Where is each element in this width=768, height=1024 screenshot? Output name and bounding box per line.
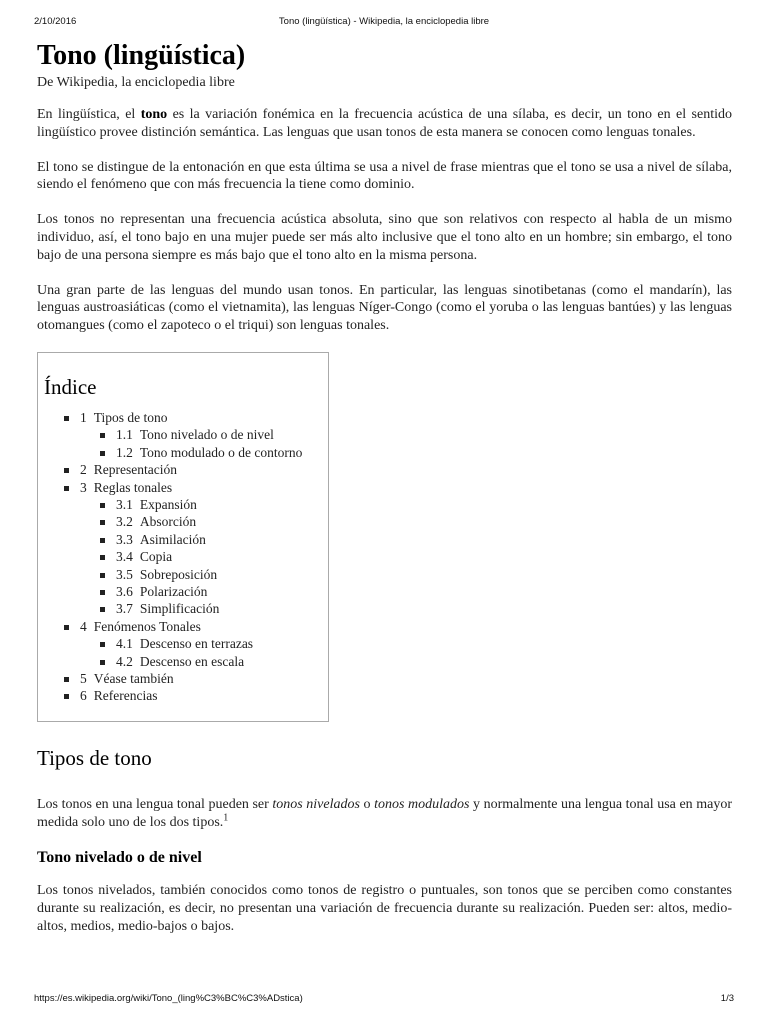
toc-link[interactable]: Reglas tonales [93, 479, 173, 495]
print-url: https://es.wikipedia.org/wiki/Tono_(ling%C3%BC%C3%ADstica) [34, 993, 303, 1004]
bullet-icon [64, 468, 69, 473]
print-page-title: Tono (lingüística) - Wikipedia, la enciclopedia libre [278, 16, 490, 27]
toc-subitem[interactable] [80, 496, 328, 513]
section-paragraph: Los tonos en una lengua tonal pueden ser tonos nivelados o tonos modulados y normalmente una lengua tonal usa en mayor medida solo uno de los dos tipos.$^1$ [37, 796, 733, 830]
toc-item[interactable] [44, 670, 328, 687]
toc-list [44, 409, 328, 705]
toc-subitem[interactable] [80, 583, 328, 600]
toc-number: 3.1 [116, 497, 133, 512]
toc-sublist [80, 426, 328, 461]
toc-item[interactable] [44, 461, 328, 478]
subsection-heading-tono-nivelado: Tono nivelado o de nivel [37, 849, 202, 867]
intro-paragraph-3: Los tonos no representan una frecuencia acústica absoluta, sino que son relativos con respecto al habla de un mismo individuo, así, el tono bajo en una mujer puede ser más alto inclusive que el tono alto en un hombre; sin embargo, el tono bajo de una persona siempre es más bajo que el tono alto en la misma persona. [37, 212, 732, 263]
toc-number: 1 [80, 409, 87, 425]
toc-link[interactable]: Expansión [139, 497, 197, 512]
toc-number: 3.6 [116, 584, 133, 600]
toc-number: 6 [80, 688, 87, 704]
toc-number: 3.5 [116, 566, 133, 582]
toc-number: 1.2 [116, 444, 133, 460]
intro-paragraph-1: En lingüística, el tono es la variación fonémica en la frecuencia acústica de una sílaba, es decir, un tono en el sentido lingüístico provee distinción semántica. Las lenguas que usan tonos de esta manera se conocen como lenguas tonales. [37, 107, 732, 140]
toc-item[interactable] [44, 479, 328, 618]
toc-link[interactable]: Descenso en terrazas [139, 636, 254, 652]
toc-number: 3.3 [116, 531, 133, 547]
subsection-paragraph: Los tonos nivelados, también conocidos como tonos de registro o puntuales, son tonos que se perciben como constantes durante su realización, es decir, no presentan una variación de frecuencia durante su realización. Pueden ser: altos, medio-altos, medios, medio-bajos o bajos. [37, 883, 732, 935]
toc-number: 4.2 [116, 653, 133, 669]
toc-sublist [80, 496, 328, 618]
page-number: 1/3 [720, 993, 734, 1004]
toc-link[interactable]: Referencias [93, 688, 158, 704]
toc-sublist [80, 635, 328, 670]
toc-title: Índice [44, 374, 97, 399]
toc-subitem[interactable] [80, 513, 328, 530]
bullet-icon [100, 520, 105, 525]
toc-subitem[interactable] [80, 548, 328, 565]
reference-link[interactable]: 1 [223, 812, 229, 824]
table-of-contents [37, 352, 329, 722]
toc-link[interactable]: Polarización [139, 584, 208, 600]
toc-subitem[interactable] [80, 600, 328, 617]
bullet-icon [100, 451, 105, 456]
article-tagline: De Wikipedia, la enciclopedia libre [37, 75, 235, 90]
toc-item[interactable] [44, 618, 328, 670]
toc-link[interactable]: Simplificación [139, 601, 220, 617]
toc-number: 1.1 [116, 427, 133, 443]
print-footer [34, 993, 734, 1007]
toc-link[interactable]: Descenso en escala [139, 653, 245, 669]
toc-number: 3 [80, 479, 87, 495]
bullet-icon [100, 433, 105, 438]
bullet-icon [64, 625, 69, 630]
toc-link[interactable]: Véase también [93, 671, 174, 687]
toc-link[interactable]: Absorción [139, 514, 197, 530]
bold-term: tono [140, 107, 168, 122]
toc-number: 3.4 [116, 549, 133, 565]
bullet-icon [100, 660, 105, 665]
intro-paragraph-2: El tono se distingue de la entonación en que esta última se usa a nivel de frase mientras que el tono se usa a nivel de sílaba, siendo el fenómeno que con más frecuencia la tiene como dominio. [37, 159, 732, 193]
bullet-icon [100, 503, 105, 508]
bullet-icon [100, 607, 105, 612]
intro-paragraph-4: Una gran parte de las lenguas del mundo usan tonos. En particular, las lenguas sinotibetanas (como el mandarín), las lenguas austroasiáticas (como el vietnamita), las lenguas Níger-Congo (como el yoruba o las lenguas bantúes) y las lenguas otomangues (como el zapoteco o el triqui) son lenguas tonales. [37, 282, 732, 334]
italic-term: tonos nivelados [272, 796, 360, 812]
toc-item[interactable] [44, 687, 328, 704]
toc-link[interactable]: Representación [93, 462, 177, 478]
toc-link[interactable]: Tono nivelado o de nivel [139, 427, 274, 443]
bullet-icon [64, 486, 69, 491]
bullet-icon [64, 677, 69, 682]
bullet-icon [64, 416, 69, 421]
toc-number: 3.2 [116, 514, 133, 530]
toc-link[interactable]: Asimilación [139, 531, 206, 547]
toc-subitem[interactable] [80, 426, 328, 443]
toc-subitem[interactable] [80, 444, 328, 461]
toc-number: 4 [80, 618, 87, 634]
toc-link[interactable]: Copia [139, 549, 173, 565]
section-heading-tipos-de-tono: Tipos de tono [37, 745, 152, 770]
toc-number: 2 [80, 462, 87, 478]
toc-item[interactable] [44, 409, 328, 461]
bullet-icon [100, 573, 105, 578]
toc-link[interactable]: Tono modulado o de contorno [139, 444, 303, 460]
toc-number: 5 [80, 671, 87, 687]
toc-link[interactable]: Sobreposición [139, 566, 218, 582]
bullet-icon [100, 642, 105, 647]
bullet-icon [100, 538, 105, 543]
toc-link[interactable]: Fenómenos Tonales [93, 618, 201, 634]
print-date: 2/10/2016 [34, 16, 77, 27]
toc-subitem[interactable] [80, 566, 328, 583]
article-title: Tono (lingüística) [37, 40, 246, 71]
bullet-icon [100, 590, 105, 595]
toc-subitem[interactable] [80, 653, 328, 670]
bullet-icon [64, 694, 69, 699]
toc-number: 3.7 [116, 601, 133, 617]
print-header [34, 16, 734, 30]
bullet-icon [100, 555, 105, 560]
toc-link[interactable]: Tipos de tono [93, 409, 168, 425]
toc-number: 4.1 [116, 636, 133, 652]
article-content [37, 34, 732, 953]
italic-term: tonos modulados [374, 796, 470, 812]
toc-subitem[interactable] [80, 635, 328, 652]
toc-subitem[interactable] [80, 531, 328, 548]
